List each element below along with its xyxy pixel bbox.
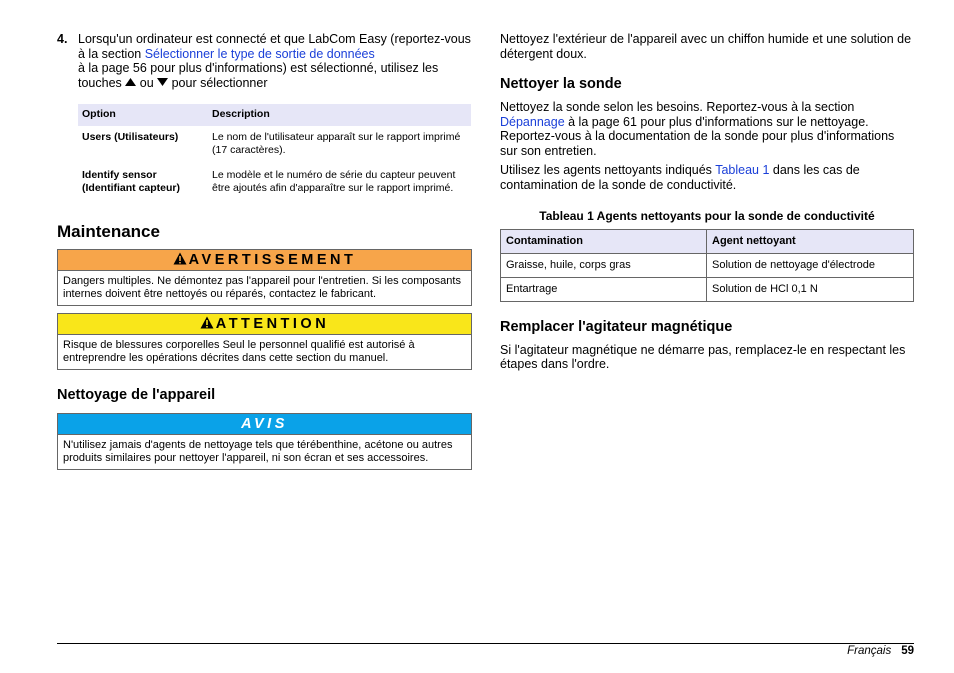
caution-text: Risque de blessures corporelles Seul le personnel qualifié est autorisé à entreprendre les opérations décrites dans cette section du manuel. bbox=[58, 334, 471, 369]
agents-table-header bbox=[501, 229, 914, 253]
caution-header bbox=[58, 314, 471, 334]
header-description: Description bbox=[208, 104, 471, 126]
footer-divider bbox=[57, 643, 914, 644]
clean-probe-paragraph-2 bbox=[500, 163, 914, 192]
replace-stirrer-heading: Remplacer l'agitateur magnétique bbox=[500, 318, 733, 335]
header-cleaning-agent: Agent nettoyant bbox=[707, 229, 914, 253]
probe-text-part4: dans les cas de contamination de la sonde de conductivité. bbox=[500, 163, 860, 192]
header-option: Option bbox=[78, 104, 208, 126]
option-name: Identify sensor (Identifiant capteur) bbox=[82, 169, 181, 194]
options-table-header bbox=[78, 104, 471, 126]
cleaning-device-body: Nettoyez l'extérieur de l'appareil avec un chiffon humide et une solution de détergent doux. bbox=[500, 32, 912, 61]
step-text-part2: à la page 56 pour plus d'informations) est sélectionné, utilisez les touches bbox=[78, 61, 439, 90]
cleaning-device-heading: Nettoyage de l'appareil bbox=[57, 387, 216, 403]
option-description: Le modèle et le numéro de série du capteur peuvent être ajoutés afin d'apparaître sur le rapport imprimé. bbox=[212, 169, 456, 194]
link-table-1[interactable]: Tableau 1 bbox=[715, 163, 770, 177]
notice-box bbox=[57, 413, 472, 470]
option-name: Users (Utilisateurs) bbox=[82, 131, 179, 143]
warning-label: AVERTISSEMENT bbox=[188, 252, 357, 268]
probe-text-part3: Utilisez les agents nettoyants indiqués bbox=[500, 163, 716, 177]
step-text-part3: pour sélectionner bbox=[168, 75, 268, 90]
caution-box bbox=[57, 313, 472, 370]
table-row bbox=[78, 164, 471, 202]
arrow-up-icon bbox=[125, 78, 136, 87]
agent-cell: Solution de HCl 0,1 N bbox=[707, 277, 914, 301]
left-column bbox=[57, 32, 472, 470]
warning-header bbox=[58, 250, 471, 270]
cleaning-agents-table bbox=[500, 229, 914, 302]
caution-triangle-icon bbox=[200, 316, 214, 329]
arrow-down-icon bbox=[157, 78, 168, 87]
header-contamination: Contamination bbox=[501, 229, 707, 253]
page-footer bbox=[847, 644, 914, 658]
maintenance-heading: Maintenance bbox=[57, 222, 160, 241]
footer-language: Français bbox=[847, 645, 892, 657]
caution-label: ATTENTION bbox=[215, 316, 330, 332]
contamination-cell: Graisse, huile, corps gras bbox=[501, 253, 707, 277]
right-column bbox=[500, 32, 914, 372]
step-text-or: ou bbox=[136, 75, 158, 90]
table-row bbox=[78, 126, 471, 164]
page-number: 59 bbox=[901, 645, 914, 657]
step-text-part1: Lorsqu'un ordinateur est connecté et que LabCom Easy (reportez-vous à la section bbox=[78, 32, 471, 61]
contamination-cell: Entartrage bbox=[501, 277, 707, 301]
warning-box bbox=[57, 249, 472, 306]
step-4 bbox=[57, 32, 472, 90]
table-row bbox=[501, 277, 914, 301]
probe-text-part1: Nettoyez la sonde selon les besoins. Reportez-vous à la section bbox=[500, 100, 855, 114]
notice-text: N'utilisez jamais d'agents de nettoyage tels que térébenthine, acétone ou autres produits similaires pour nettoyer l'appareil, ni son écran et ses accessoires. bbox=[58, 434, 471, 469]
table-row bbox=[501, 253, 914, 277]
options-table bbox=[78, 104, 471, 202]
link-troubleshooting[interactable]: Dépannage bbox=[500, 114, 565, 129]
agent-cell: Solution de nettoyage d'électrode bbox=[707, 253, 914, 277]
clean-probe-paragraph-1 bbox=[500, 100, 914, 158]
probe-text-part2: à la page 61 pour plus d'informations sur le nettoyage. Reportez-vous à la documentation de la sonde pour plus d'informations sur son entretien. bbox=[500, 114, 895, 158]
link-select-output-type[interactable]: Sélectionner le type de sortie de données bbox=[144, 46, 375, 61]
step-4-text bbox=[78, 32, 472, 90]
warning-text: Dangers multiples. Ne démontez pas l'appareil pour l'entretien. Si les composants internes doivent être nettoyés ou réparés, contactez le fabricant. bbox=[58, 270, 471, 305]
notice-header: AVIS bbox=[58, 414, 471, 434]
step-number: 4. bbox=[57, 32, 68, 46]
table-1-caption: Tableau 1 Agents nettoyants pour la sonde de conductivité bbox=[539, 209, 875, 223]
replace-stirrer-body: Si l'agitateur magnétique ne démarre pas, remplacez-le en respectant les étapes dans l'ordre. bbox=[500, 342, 906, 371]
option-description: Le nom de l'utilisateur apparaît sur le rapport imprimé (17 caractères). bbox=[212, 131, 461, 156]
clean-probe-heading: Nettoyer la sonde bbox=[500, 76, 622, 92]
warning-triangle-icon bbox=[173, 252, 187, 265]
